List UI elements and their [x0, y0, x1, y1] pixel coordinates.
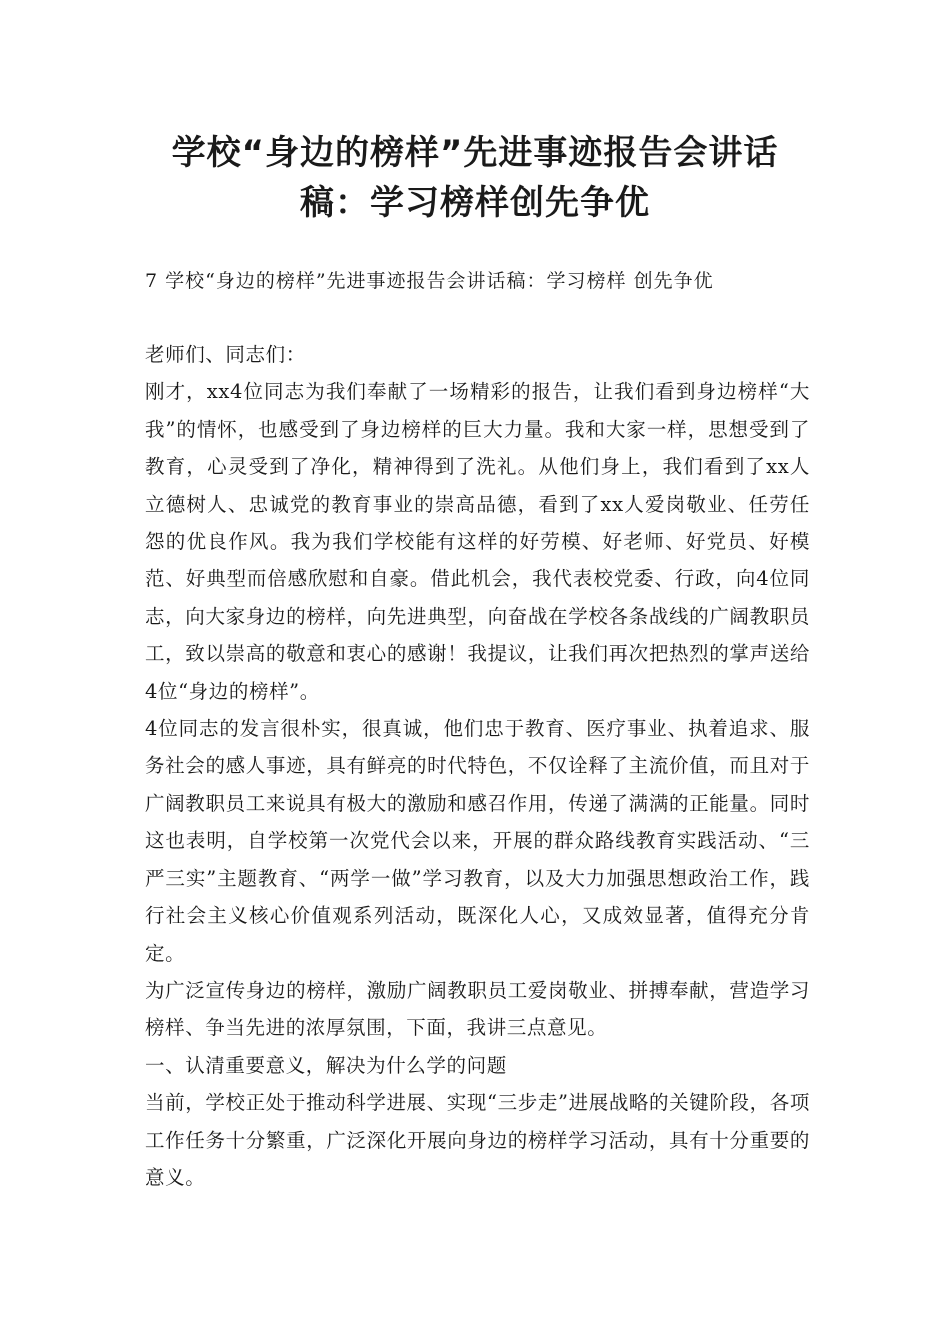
section-heading: 一、认清重要意义，解决为什么学的问题	[145, 1053, 507, 1077]
document-body	[145, 336, 810, 1196]
body-paragraph: 为广泛宣传身边的榜样，激励广阔教职员工爱岗敬业、拼搏奉献，营造学习榜样、争当先进的浓厚氛围，下面，我讲三点意见。	[145, 978, 810, 1040]
body-paragraph: 4位同志的发言很朴实，很真诚，他们忠于教育、医疗事业、执着追求、服务社会的感人事迹，具有鲜亮的时代特色，不仅诠释了主流价值，而且对于广阔教职员工来说具有极大的激励和感召作用，传递了满满的正能量。同时这也表明，自学校第一次党代会以来，开展的群众路线教育实践活动、“三严三实”主题教育、“两学一做”学习教育，以及大力加强思想政治工作，践行社会主义核心价值观系列活动，既深化人心，又成效显著，值得充分肯定。	[145, 717, 810, 965]
body-paragraph: 刚才，xx4位同志为我们奉献了一场精彩的报告，让我们看到身边榜样“大我”的情怀，也感受到了身边榜样的巨大力量。我和大家一样，思想受到了教育，心灵受到了净化，精神得到了洗礼。从他们身上，我们看到了xx人立德树人、忠诚党的教育事业的崇高品德，看到了xx人爱岗敬业、任劳任怨的优良作风。我为我们学校能有这样的好劳模、好老师、好党员、好模范、好典型而倍感欣慰和自豪。借此机会，我代表校党委、行政，向4位同志，向大家身边的榜样，向先进典型，向奋战在学校各条战线的广阔教职员工，致以崇高的敬意和衷心的感谢！我提议，让我们再次把热烈的掌声送给4位“身边的榜样”。	[145, 380, 810, 703]
document-subtitle: 7 学校“身边的榜样”先进事迹报告会讲话稿：学习榜样 创先争优	[145, 270, 714, 292]
salutation: 老师们、同志们：	[145, 343, 306, 366]
title-line-2: 稿：学习榜样创先争优	[300, 183, 650, 223]
title-line-1: 学校“身边的榜样”先进事迹报告会讲话	[171, 133, 779, 173]
document-title	[100, 128, 850, 228]
body-paragraph: 当前，学校正处于推动科学进展、实现“三步走”进展战略的关键阶段，各项工作任务十分繁重，广泛深化开展向身边的榜样学习活动，具有十分重要的意义。	[145, 1091, 810, 1189]
